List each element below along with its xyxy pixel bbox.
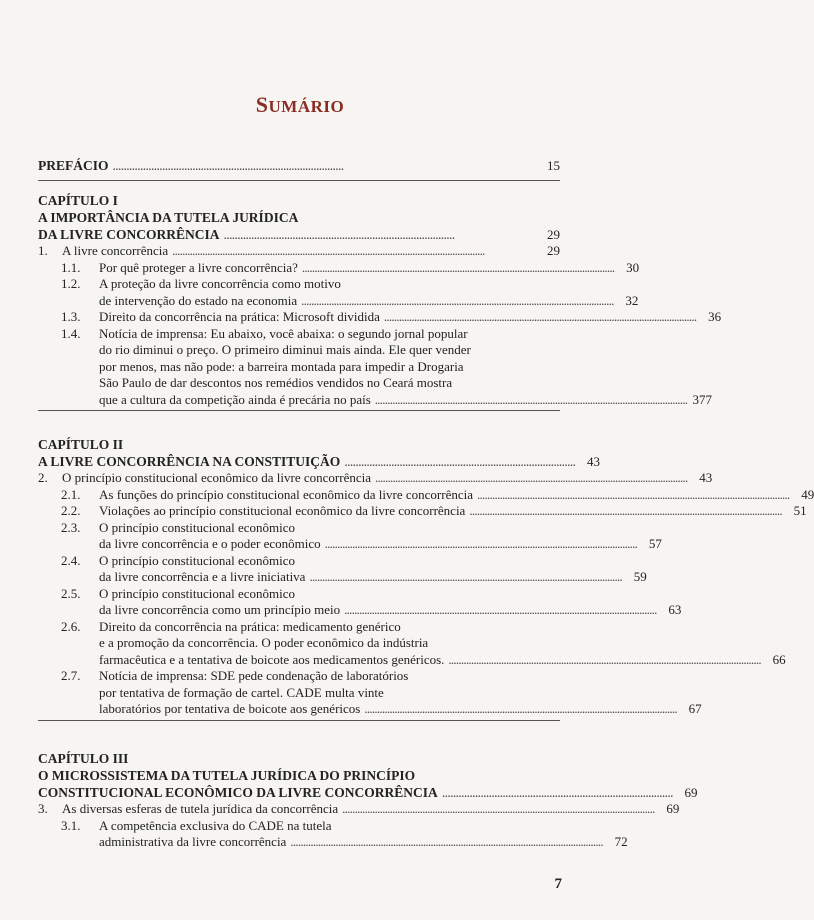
entry-number: 1. [38,243,48,258]
entry-page: 59 [633,569,647,584]
chapter-page: 43 [586,454,600,469]
entry-page: 57 [648,536,662,551]
toc-entry-continued [38,391,713,409]
entry-text: Direito da concorrência na prática: medicamento genérico [99,618,401,634]
preface-entry [38,157,560,181]
entry-text: por tentativa de formação de cartel. CADE multa vinte [99,684,384,700]
entry-text: Notícia de imprensa: SDE pede condenação de laboratórios [99,668,409,683]
toc-entry [38,520,560,537]
toc-entry [38,276,560,293]
entry-text: da livre concorrência como um princípio meio [99,602,341,617]
toc-entry-continued [38,701,702,718]
entry-text: Por quê proteger a livre concorrência? [99,259,298,275]
entry-text: São Paulo de dar descontos nos remédios vendidos no Ceará mostra [99,375,453,390]
toc-entry-continued [38,602,682,619]
toc-entry [38,326,560,343]
entry-page: 43 [699,470,713,485]
entry-page: 36 [708,309,722,324]
entry-page: 72 [614,834,628,849]
toc-entry-continued [38,536,662,553]
toc-entry [38,801,680,818]
chapter-3 [38,750,698,851]
leader-dots [448,652,759,669]
toc-entry [38,619,560,636]
chapter-title-line: A IMPORTÂNCIA DA TUTELA JURÍDICA [38,210,299,225]
leader-dots [224,226,534,243]
entry-page: 32 [625,292,639,308]
entry-text: A competência exclusiva do CADE na tutela [99,817,332,833]
toc-entry-continued [38,651,786,669]
entry-text: A proteção da livre concorrência como motivo [99,276,341,291]
entry-number: 1.4. [61,325,81,341]
entry-text: administrativa da livre concorrência [99,834,287,849]
entry-text: da livre concorrência e a livre iniciativa [99,569,306,584]
leader-dots [113,157,535,174]
leader-dots [301,293,612,310]
toc-entry [38,486,814,504]
leader-dots [325,536,636,553]
toc-entry [38,309,722,326]
toc-entry [38,243,560,260]
entry-number: 2.3. [61,519,81,535]
leader-dots [477,487,788,504]
chapter-label: CAPÍTULO I [38,193,118,208]
toc-entry-continued [38,569,647,586]
toc-entry [38,503,807,520]
toc-entry [38,470,713,487]
preface-label: PREFÁCIO [38,158,109,173]
leader-dots [364,701,675,718]
entry-page: 30 [626,259,640,275]
entry-text: As funções do princípio constitucional econômico da livre concorrência [99,486,473,502]
leader-dots [290,834,601,851]
entry-text: por menos, mas não pode: a barreira montada para impedir a Drogaria [99,358,464,374]
entry-text: A livre concorrência [62,243,169,258]
chapter-1 [38,192,722,411]
chapter-title-line: DA LIVRE CONCORRÊNCIA [38,227,220,242]
leader-dots [342,801,653,818]
leader-dots [442,784,672,801]
entry-text: O princípio constitucional econômico [99,519,296,535]
leader-dots [344,602,655,619]
toc-entry [38,259,640,277]
entry-text: O princípio constitucional econômico [99,552,296,568]
entry-number: 2.1. [61,486,81,502]
entry-text: laboratórios por tentativa de boicote aos genéricos [99,701,361,716]
leader-dots [384,309,695,326]
entry-text: farmacêutica e a tentativa de boicote aos medicamentos genéricos. [99,651,445,667]
toc-entry-continued [38,834,628,851]
entry-text: Violações ao princípio constitucional econômico da livre concorrência [99,503,466,518]
entry-text: O princípio constitucional econômico [99,585,296,601]
entry-text: de intervenção do estado na economia [99,292,298,308]
preface-page: 15 [547,158,560,173]
entry-number: 2.4. [61,552,81,568]
entry-text: As diversas esferas de tutela jurídica da concorrência [62,801,339,816]
leader-dots [375,470,686,487]
entry-number: 2.7. [61,668,81,683]
entry-number: 2.2. [61,503,81,518]
entry-text: Notícia de imprensa: Eu abaixo, você abaixa: o segundo jornal popular [99,325,468,341]
toc-entry [38,553,560,570]
entry-page: 66 [772,651,786,667]
leader-dots [302,260,613,277]
entry-page: 377 [692,391,713,407]
title-initial: S [255,92,269,117]
entry-text: da livre concorrência e o poder econômico [99,536,321,551]
entry-text: Direito da concorrência na prática: Microsoft dividida [99,309,380,324]
toc-entry [38,818,560,835]
entry-number: 2.6. [61,618,81,634]
leader-dots [375,392,686,409]
entry-number: 1.2. [61,276,81,291]
chapter-page: 69 [684,785,698,800]
entry-number: 3.1. [61,817,81,833]
title-rest: UMÁRIO [268,97,345,116]
page-title [0,92,600,118]
entry-page: 29 [547,243,560,258]
leader-dots [172,243,534,260]
leader-dots [469,503,780,520]
divider [38,720,560,721]
toc-entry-continued [38,292,639,310]
entry-text: do rio diminui o preço. O primeiro diminui mais ainda. Ele quer vender [99,342,471,357]
entry-page: 49 [801,486,814,502]
toc-entry [38,586,560,603]
chapter-label: CAPÍTULO II [38,437,124,452]
entry-number: 1.3. [61,309,81,324]
entry-number: 2. [38,470,48,485]
entry-page: 67 [688,701,702,716]
chapter-2 [38,436,814,721]
entry-number: 1.1. [61,259,81,275]
chapter-label: CAPÍTULO III [38,751,129,766]
chapter-title-line: A LIVRE CONCORRÊNCIA NA CONSTITUIÇÃO [38,454,341,469]
chapter-title-line: O MICROSSISTEMA DA TUTELA JURÍDICA DO PRINCÍPIO [38,768,416,783]
toc-entry [38,668,560,685]
entry-text: O princípio constitucional econômico da livre concorrência [62,470,371,485]
entry-page: 63 [668,602,682,617]
leader-dots [309,569,620,586]
entry-text: e a promoção da concorrência. O poder econômico da indústria [99,635,429,650]
entry-text: que a cultura da competição ainda é precária no país [99,391,371,407]
chapter-title-line: CONSTITUCIONAL ECONÔMICO DA LIVRE CONCORRÊNCIA [38,785,438,800]
chapter-page: 29 [547,227,560,242]
entry-number: 3. [38,801,48,816]
divider [38,410,560,411]
entry-number: 2.5. [61,585,81,601]
entry-page: 51 [793,503,807,518]
entry-page: 69 [666,801,680,816]
leader-dots [344,453,574,470]
page-number: 7 [554,876,562,892]
